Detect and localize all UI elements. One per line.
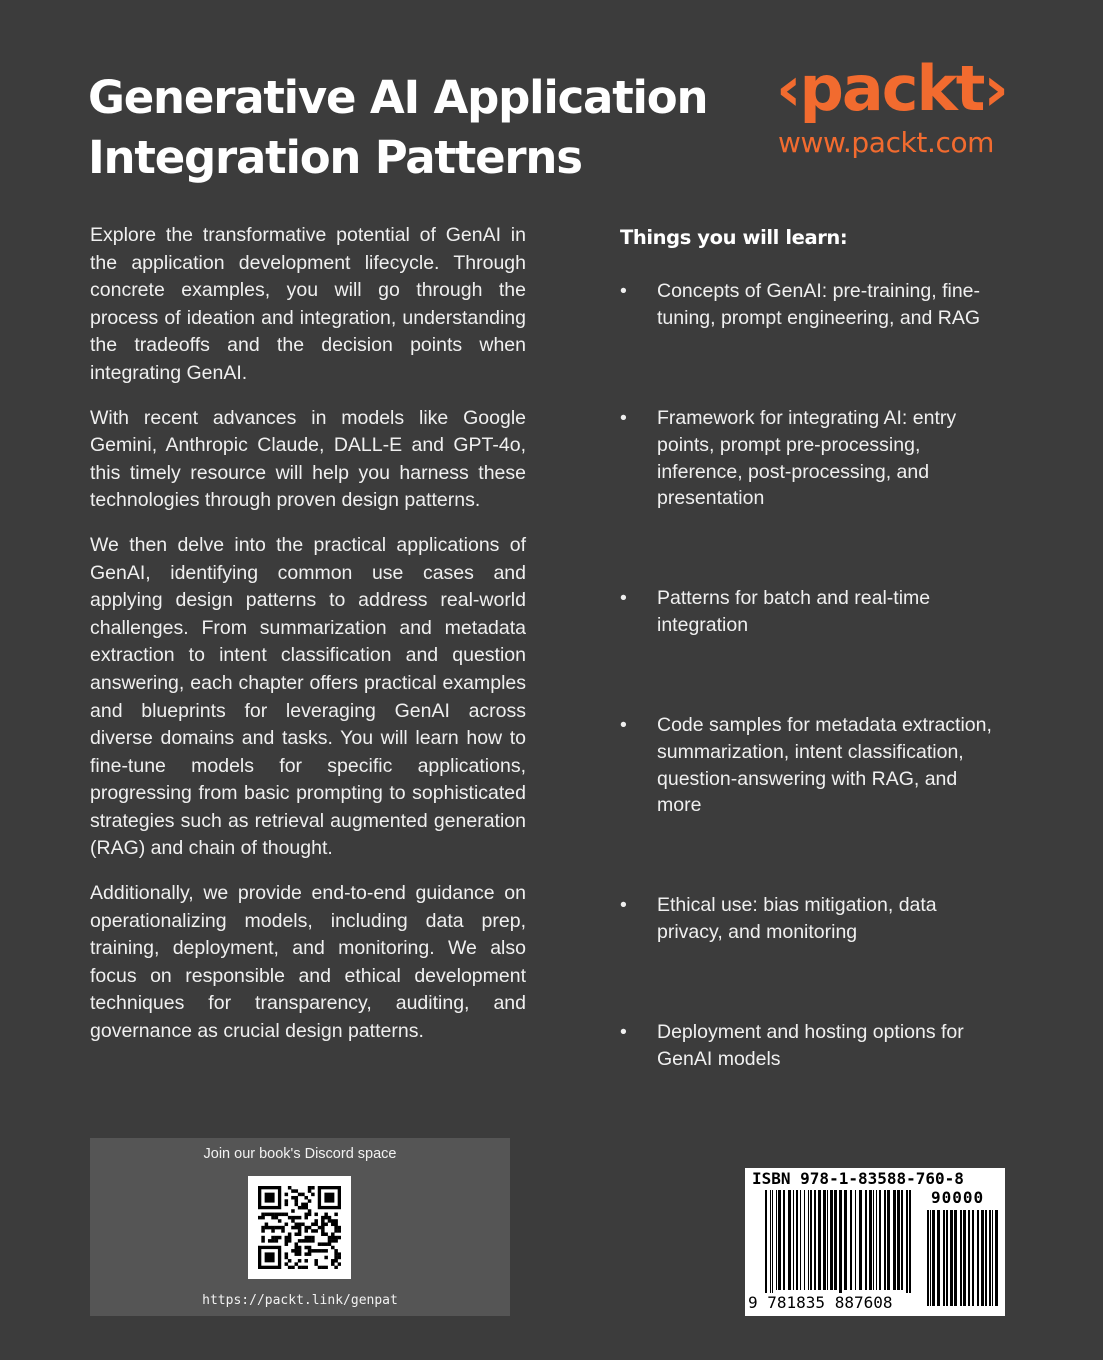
price-code: 90000 xyxy=(931,1188,985,1207)
bullet-icon: • xyxy=(620,894,627,916)
learn-item-text: Patterns for batch and real-time integration xyxy=(657,587,931,636)
book-description xyxy=(90,222,526,1063)
bullet-icon: • xyxy=(620,714,627,736)
qr-code[interactable] xyxy=(248,1176,351,1279)
title-line-1: Generative AI Application xyxy=(88,71,708,124)
description-paragraph-1: Explore the transformative potential of GenAI in the application development lifecycle. Through concrete examples, you will go through the process of ideation and integration, understanding the tradeoffs and the decision points when integrating GenAI. xyxy=(90,224,526,384)
bullet-icon: • xyxy=(620,587,627,609)
title-line-2: Integration Patterns xyxy=(88,131,582,184)
description-paragraph-3: We then delve into the practical applications of GenAI, identifying common use cases and applying design patterns to address real-world challenges. From summarization and metadata extraction to intent classification and question answering, each chapter offers practical examples and blueprints for leveraging GenAI across diverse domains and tasks. You will learn how to fine-tune models for specific applications, progressing from basic prompting to sophisticated strategies such as retrieval augmented generation (RAG) and chain of thought. xyxy=(90,533,526,860)
description-paragraph-2: With recent advances in models like Google Gemini, Anthropic Claude, DALL-E and GPT-4o, this timely resource will help you harness these technologies through proven design patterns. xyxy=(90,406,526,512)
bullet-icon: • xyxy=(620,280,627,302)
description-paragraph-4: Additionally, we provide end-to-end guidance on operationalizing models, including data prep, training, deployment, and monitoring. We also focus on responsible and ethical development techniques for transparency, auditing, and governance as crucial design patterns. xyxy=(90,882,526,1043)
learn-item-text: Concepts of GenAI: pre-training, fine-tuning, prompt engineering, and RAG xyxy=(657,280,981,329)
qr-code-icon xyxy=(258,1186,341,1269)
ean-digits: 9 781835 887608 xyxy=(748,1293,918,1313)
isbn-barcode xyxy=(745,1168,1005,1316)
discord-link[interactable]: https://packt.link/genpat xyxy=(202,1293,398,1308)
learn-item-text: Ethical use: bias mitigation, data privacy, and monitoring xyxy=(657,894,937,943)
learn-item-text: Code samples for metadata extraction, summarization, intent classification, question-answering with RAG, and more xyxy=(657,714,992,817)
publisher-url: www.packt.com xyxy=(778,126,995,159)
discord-label: Join our book's Discord space xyxy=(203,1146,397,1162)
isbn-number: ISBN 978-1-83588-760-8 xyxy=(752,1169,964,1188)
bullet-icon: • xyxy=(620,1021,627,1043)
learn-item-text: Framework for integrating AI: entry points, prompt pre-processing, inference, post-processing, and presentation xyxy=(657,407,957,510)
learn-item-text: Deployment and hosting options for GenAI models xyxy=(657,1021,964,1070)
bullet-icon: • xyxy=(620,407,627,429)
discord-panel xyxy=(90,1138,510,1316)
learn-heading: Things you will learn: xyxy=(620,226,848,249)
packt-logo: ‹packt› xyxy=(776,52,1007,125)
book-title xyxy=(88,68,728,188)
